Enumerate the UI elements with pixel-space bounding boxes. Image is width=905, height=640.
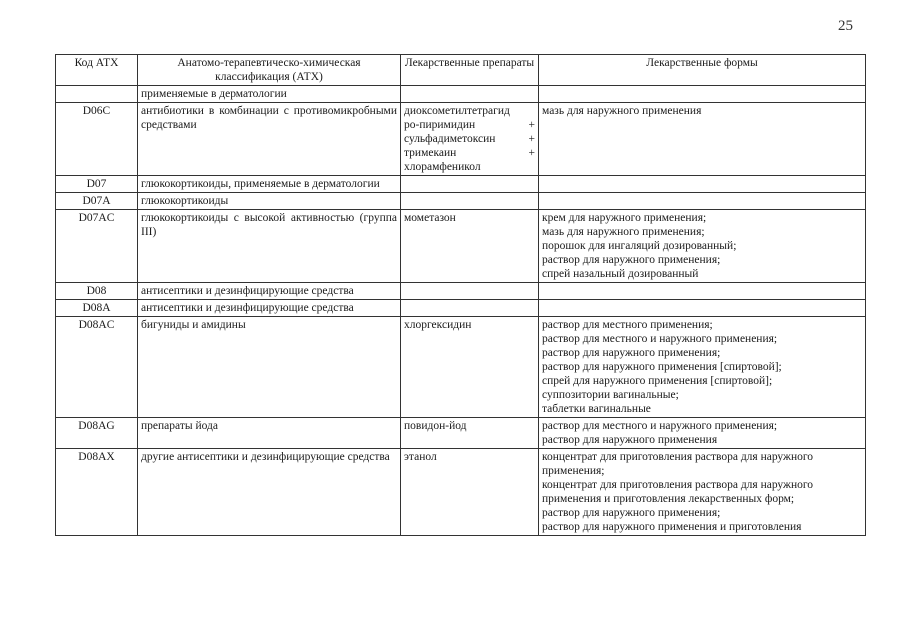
atc-code-cell: D08AG xyxy=(56,418,138,449)
drug-combination-plus: + xyxy=(528,133,535,145)
table-body xyxy=(56,86,866,536)
header-code: Код АТХ xyxy=(56,55,138,86)
table-row xyxy=(56,210,866,283)
drug-name: диоксометилтетрагид xyxy=(404,105,510,117)
atc-table xyxy=(55,54,866,536)
dosage-forms-cell xyxy=(539,317,866,418)
dosage-form-line: спрей для наружного применения [спиртовой]; xyxy=(542,375,773,387)
classification-cell: антибиотики в комбинации с противомикробными средствами xyxy=(138,103,401,176)
drugs-cell xyxy=(401,300,539,317)
table-header-row xyxy=(56,55,866,86)
dosage-forms-cell xyxy=(539,418,866,449)
classification-cell: глюкокортикоиды с высокой активностью (группа III) xyxy=(138,210,401,283)
classification-cell: антисептики и дезинфицирующие средства xyxy=(138,300,401,317)
dosage-forms-cell xyxy=(539,193,866,210)
drug-combination-plus: + xyxy=(528,119,535,131)
atc-code-cell: D07AC xyxy=(56,210,138,283)
classification-cell: бигуниды и амидины xyxy=(138,317,401,418)
atc-code-cell: D08A xyxy=(56,300,138,317)
dosage-form-line: раствор для наружного применения и приготовления xyxy=(542,521,802,533)
drug-name: хлорамфеникол xyxy=(404,161,481,173)
drugs-cell xyxy=(401,418,539,449)
dosage-form-line: концентрат для приготовления раствора для наружного применения; xyxy=(542,451,814,477)
dosage-form-line: мазь для наружного применения; xyxy=(542,226,705,238)
classification-cell: препараты йода xyxy=(138,418,401,449)
drug-line xyxy=(404,450,535,464)
drug-line xyxy=(404,118,535,132)
drugs-cell xyxy=(401,317,539,418)
header-drugs: Лекарственные препараты xyxy=(401,55,539,86)
drug-line xyxy=(404,211,535,225)
table-row xyxy=(56,283,866,300)
table-row xyxy=(56,176,866,193)
drug-name: хлоргексидин xyxy=(404,319,472,331)
dosage-form-line: порошок для ингаляций дозированный; xyxy=(542,240,737,252)
page-number: 25 xyxy=(838,18,853,34)
table-row xyxy=(56,449,866,536)
header-forms: Лекарственные формы xyxy=(539,55,866,86)
drug-combination-plus: + xyxy=(528,147,535,159)
classification-cell: применяемые в дерматологии xyxy=(138,86,401,103)
drug-name: мометазон xyxy=(404,212,456,224)
dosage-forms-cell xyxy=(539,283,866,300)
classification-cell: глюкокортикоиды xyxy=(138,193,401,210)
classification-cell: антисептики и дезинфицирующие средства xyxy=(138,283,401,300)
dosage-forms-cell xyxy=(539,103,866,176)
drugs-cell xyxy=(401,103,539,176)
drug-line xyxy=(404,318,535,332)
dosage-form-line: раствор для наружного применения xyxy=(542,434,718,446)
drugs-cell xyxy=(401,210,539,283)
table-row xyxy=(56,193,866,210)
dosage-form-line: раствор для местного применения; xyxy=(542,319,713,331)
drug-name: тримекаин xyxy=(404,147,457,159)
drugs-cell xyxy=(401,193,539,210)
dosage-form-line: концентрат для приготовления раствора для наружного применения и приготовления лекарственных форм; xyxy=(542,479,814,505)
drug-line xyxy=(404,419,535,433)
atc-code-cell: D08AC xyxy=(56,317,138,418)
drug-line xyxy=(404,132,535,146)
table-row xyxy=(56,418,866,449)
table-row xyxy=(56,103,866,176)
dosage-form-line: мазь для наружного применения xyxy=(542,105,702,117)
classification-cell: другие антисептики и дезинфицирующие средства xyxy=(138,449,401,536)
dosage-form-line: раствор для наружного применения; xyxy=(542,254,721,266)
drug-name: сульфадиметоксин xyxy=(404,133,496,145)
dosage-forms-cell xyxy=(539,449,866,536)
drugs-cell xyxy=(401,283,539,300)
drugs-cell xyxy=(401,86,539,103)
dosage-forms-cell xyxy=(539,300,866,317)
atc-code-cell: D08AX xyxy=(56,449,138,536)
dosage-form-line: спрей назальный дозированный xyxy=(542,268,699,280)
dosage-form-line: суппозитории вагинальные; xyxy=(542,389,679,401)
table-row xyxy=(56,300,866,317)
atc-code-cell: D07 xyxy=(56,176,138,193)
atc-code-cell xyxy=(56,86,138,103)
atc-code-cell: D07A xyxy=(56,193,138,210)
dosage-form-line: раствор для наружного применения; xyxy=(542,507,721,519)
header-classification: Анатомо-терапевтическо-химическая классификация (АТХ) xyxy=(138,55,401,86)
drug-name: этанол xyxy=(404,451,437,463)
drugs-cell xyxy=(401,176,539,193)
drug-line xyxy=(404,104,535,118)
drug-name: повидон-йод xyxy=(404,420,467,432)
dosage-forms-cell xyxy=(539,86,866,103)
atc-code-cell: D06C xyxy=(56,103,138,176)
table-row xyxy=(56,86,866,103)
classification-cell: глюкокортикоиды, применяемые в дерматологии xyxy=(138,176,401,193)
drug-line xyxy=(404,160,535,174)
dosage-forms-cell xyxy=(539,176,866,193)
dosage-form-line: раствор для наружного применения; xyxy=(542,347,721,359)
dosage-form-line: раствор для наружного применения [спиртовой]; xyxy=(542,361,782,373)
table-row xyxy=(56,317,866,418)
drug-line xyxy=(404,146,535,160)
dosage-form-line: раствор для местного и наружного применения; xyxy=(542,333,778,345)
dosage-forms-cell xyxy=(539,210,866,283)
dosage-form-line: таблетки вагинальные xyxy=(542,403,651,415)
drugs-cell xyxy=(401,449,539,536)
dosage-form-line: крем для наружного применения; xyxy=(542,212,707,224)
drug-name: ро-пиримидин xyxy=(404,119,476,131)
dosage-form-line: раствор для местного и наружного применения; xyxy=(542,420,778,432)
atc-code-cell: D08 xyxy=(56,283,138,300)
